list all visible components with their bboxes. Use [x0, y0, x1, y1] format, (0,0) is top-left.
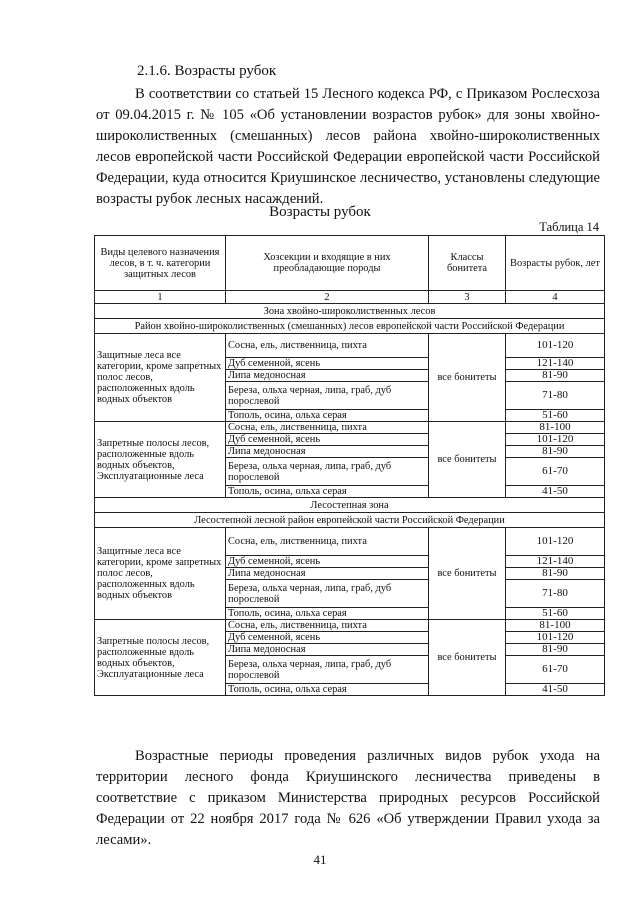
- age-cell: 101-120: [506, 334, 605, 358]
- species-cell: Липа медоносная: [226, 446, 429, 458]
- species-cell: Дуб семенной, ясень: [226, 358, 429, 370]
- closing-paragraph: Возрастные периоды проведения различных видов рубок ухода на территории лесного фонда Криушинского лесничества приведены в соответствие с приказом Министерства природных ресурсов Российской Федерации от 22 ноября 2017 года № 626 «Об утверждении Правил ухода за лесами».: [96, 748, 600, 848]
- species-cell: Дуб семенной, ясень: [226, 556, 429, 568]
- age-cell: 101-120: [506, 632, 605, 644]
- class-cell: все бонитеты: [429, 620, 506, 696]
- age-cell: 101-120: [506, 434, 605, 446]
- age-cell: 61-70: [506, 656, 605, 684]
- header-class: Классы бонитета: [429, 236, 506, 291]
- species-cell: Береза, ольха черная, липа, граб, дуб порослевой: [226, 580, 429, 608]
- age-cell: 71-80: [506, 580, 605, 608]
- species-cell: Дуб семенной, ясень: [226, 632, 429, 644]
- age-cell: 81-90: [506, 644, 605, 656]
- species-cell: Тополь, осина, ольха серая: [226, 684, 429, 696]
- column-numbers-row: [95, 291, 605, 304]
- section-heading: 2.1.6. Возрасты рубок: [137, 63, 277, 79]
- col-number: 2: [226, 291, 429, 304]
- species-cell: Сосна, ель, лиственница, пихта: [226, 422, 429, 434]
- category-cell: Защитные леса все категории, кроме запретных полос лесов, расположенных вдоль водных объектов: [95, 528, 226, 620]
- age-cell: 101-120: [506, 528, 605, 556]
- age-cell: 81-90: [506, 370, 605, 382]
- age-cell: 121-140: [506, 358, 605, 370]
- col-number: 3: [429, 291, 506, 304]
- age-cell: 41-50: [506, 684, 605, 696]
- col-number: 1: [95, 291, 226, 304]
- intro-paragraph: В соответствии со статьей 15 Лесного кодекса РФ, с Приказом Рослесхоза от 09.04.2015 г. № 105 «Об установлении возрастов рубок» для зоны хвойно-широколиственных (смешанных) лесов района хвойно-широколиственных лесов европейской части Российской Федерации европейской части Российской Федерации, куда относится Криушинское лесничество, установлены следующие возрасты рубок лесных насаждений.: [96, 86, 600, 207]
- zone-heading: Зона хвойно-широколиственных лесов: [95, 304, 605, 319]
- species-cell: Береза, ольха черная, липа, граб, дуб порослевой: [226, 656, 429, 684]
- species-cell: Сосна, ель, лиственница, пихта: [226, 334, 429, 358]
- age-cell: 81-90: [506, 568, 605, 580]
- age-cell: 51-60: [506, 410, 605, 422]
- col-number: 4: [506, 291, 605, 304]
- region-heading: Лесостепной лесной район европейской части Российской Федерации: [95, 513, 605, 528]
- header-age: Возрасты рубок, лет: [506, 236, 605, 291]
- species-cell: Тополь, осина, ольха серая: [226, 486, 429, 498]
- category-cell: Запретные полосы лесов, расположенные вдоль водных объектов, Эксплуатационные леса: [95, 620, 226, 696]
- zone-heading: Лесостепная зона: [95, 498, 605, 513]
- table-title: Возрасты рубок: [269, 204, 371, 220]
- species-cell: Дуб семенной, ясень: [226, 434, 429, 446]
- header-row: [95, 236, 605, 291]
- species-cell: Липа медоносная: [226, 644, 429, 656]
- age-cell: 71-80: [506, 382, 605, 410]
- species-cell: Сосна, ель, лиственница, пихта: [226, 620, 429, 632]
- header-species: Хозсекции и входящие в них преобладающие породы: [226, 236, 429, 291]
- age-cell: 41-50: [506, 486, 605, 498]
- age-cell: 81-100: [506, 422, 605, 434]
- species-cell: Липа медоносная: [226, 568, 429, 580]
- category-cell: Защитные леса все категории, кроме запретных полос лесов, расположенных вдоль водных объектов: [95, 334, 226, 422]
- age-cell: 81-90: [506, 446, 605, 458]
- class-cell: все бонитеты: [429, 334, 506, 422]
- table-row: [95, 620, 605, 632]
- cutting-age-table: [94, 235, 605, 696]
- species-cell: Тополь, осина, ольха серая: [226, 608, 429, 620]
- table-row: [95, 422, 605, 434]
- species-cell: Сосна, ель, лиственница, пихта: [226, 528, 429, 556]
- table-number: Таблица 14: [539, 220, 599, 234]
- age-cell: 61-70: [506, 458, 605, 486]
- age-cell: 81-100: [506, 620, 605, 632]
- species-cell: Береза, ольха черная, липа, граб, дуб порослевой: [226, 382, 429, 410]
- class-cell: все бонитеты: [429, 422, 506, 498]
- category-cell: Запретные полосы лесов, расположенные вдоль водных объектов, Эксплуатационные леса: [95, 422, 226, 498]
- species-cell: Береза, ольха черная, липа, граб, дуб порослевой: [226, 458, 429, 486]
- species-cell: Липа медоносная: [226, 370, 429, 382]
- header-purpose: Виды целевого назначения лесов, в т. ч. категории защитных лесов: [95, 236, 226, 291]
- table-row: [95, 528, 605, 556]
- page-number: 41: [313, 852, 327, 867]
- species-cell: Тополь, осина, ольха серая: [226, 410, 429, 422]
- age-cell: 121-140: [506, 556, 605, 568]
- class-cell: все бонитеты: [429, 528, 506, 620]
- age-cell: 51-60: [506, 608, 605, 620]
- table-row: [95, 334, 605, 358]
- region-heading: Район хвойно-широколиственных (смешанных) лесов европейской части Российской Федерации: [95, 319, 605, 334]
